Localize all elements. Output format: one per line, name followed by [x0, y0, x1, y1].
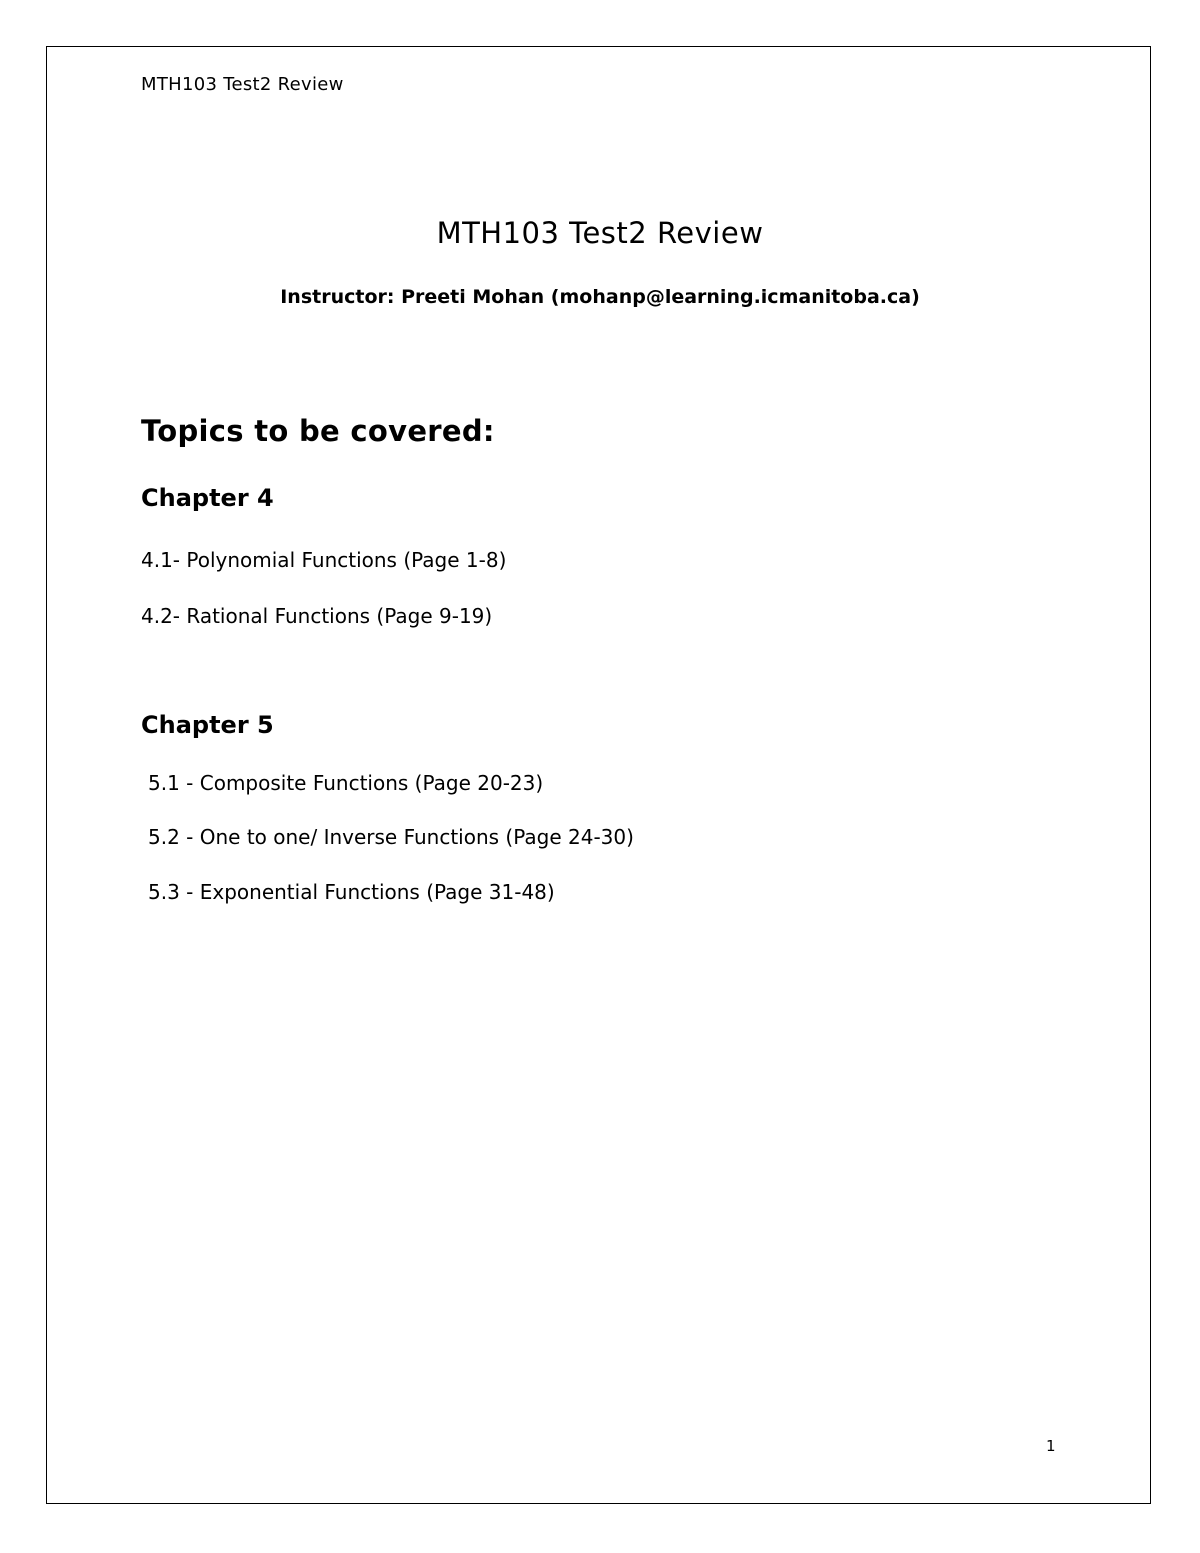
- document-title: MTH103 Test2 Review: [436, 216, 764, 250]
- chapter-heading: Chapter 5: [141, 711, 274, 739]
- topic-item: 4.2- Rational Functions (Page 9-19): [141, 604, 493, 628]
- topics-heading: Topics to be covered:: [141, 414, 495, 448]
- topic-item: 5.2 - One to one/ Inverse Functions (Page 24-30): [148, 825, 634, 849]
- instructor-line: Instructor: Preeti Mohan (mohanp@learning.icmanitoba.ca): [280, 286, 920, 308]
- chapter-heading: Chapter 4: [141, 484, 274, 512]
- running-header: MTH103 Test2 Review: [141, 74, 344, 95]
- topic-item: 5.1 - Composite Functions (Page 20-23): [148, 771, 544, 795]
- topic-item: 4.1- Polynomial Functions (Page 1-8): [141, 548, 507, 572]
- page-number: 1: [1046, 1437, 1056, 1455]
- topic-item: 5.3 - Exponential Functions (Page 31-48): [148, 880, 555, 904]
